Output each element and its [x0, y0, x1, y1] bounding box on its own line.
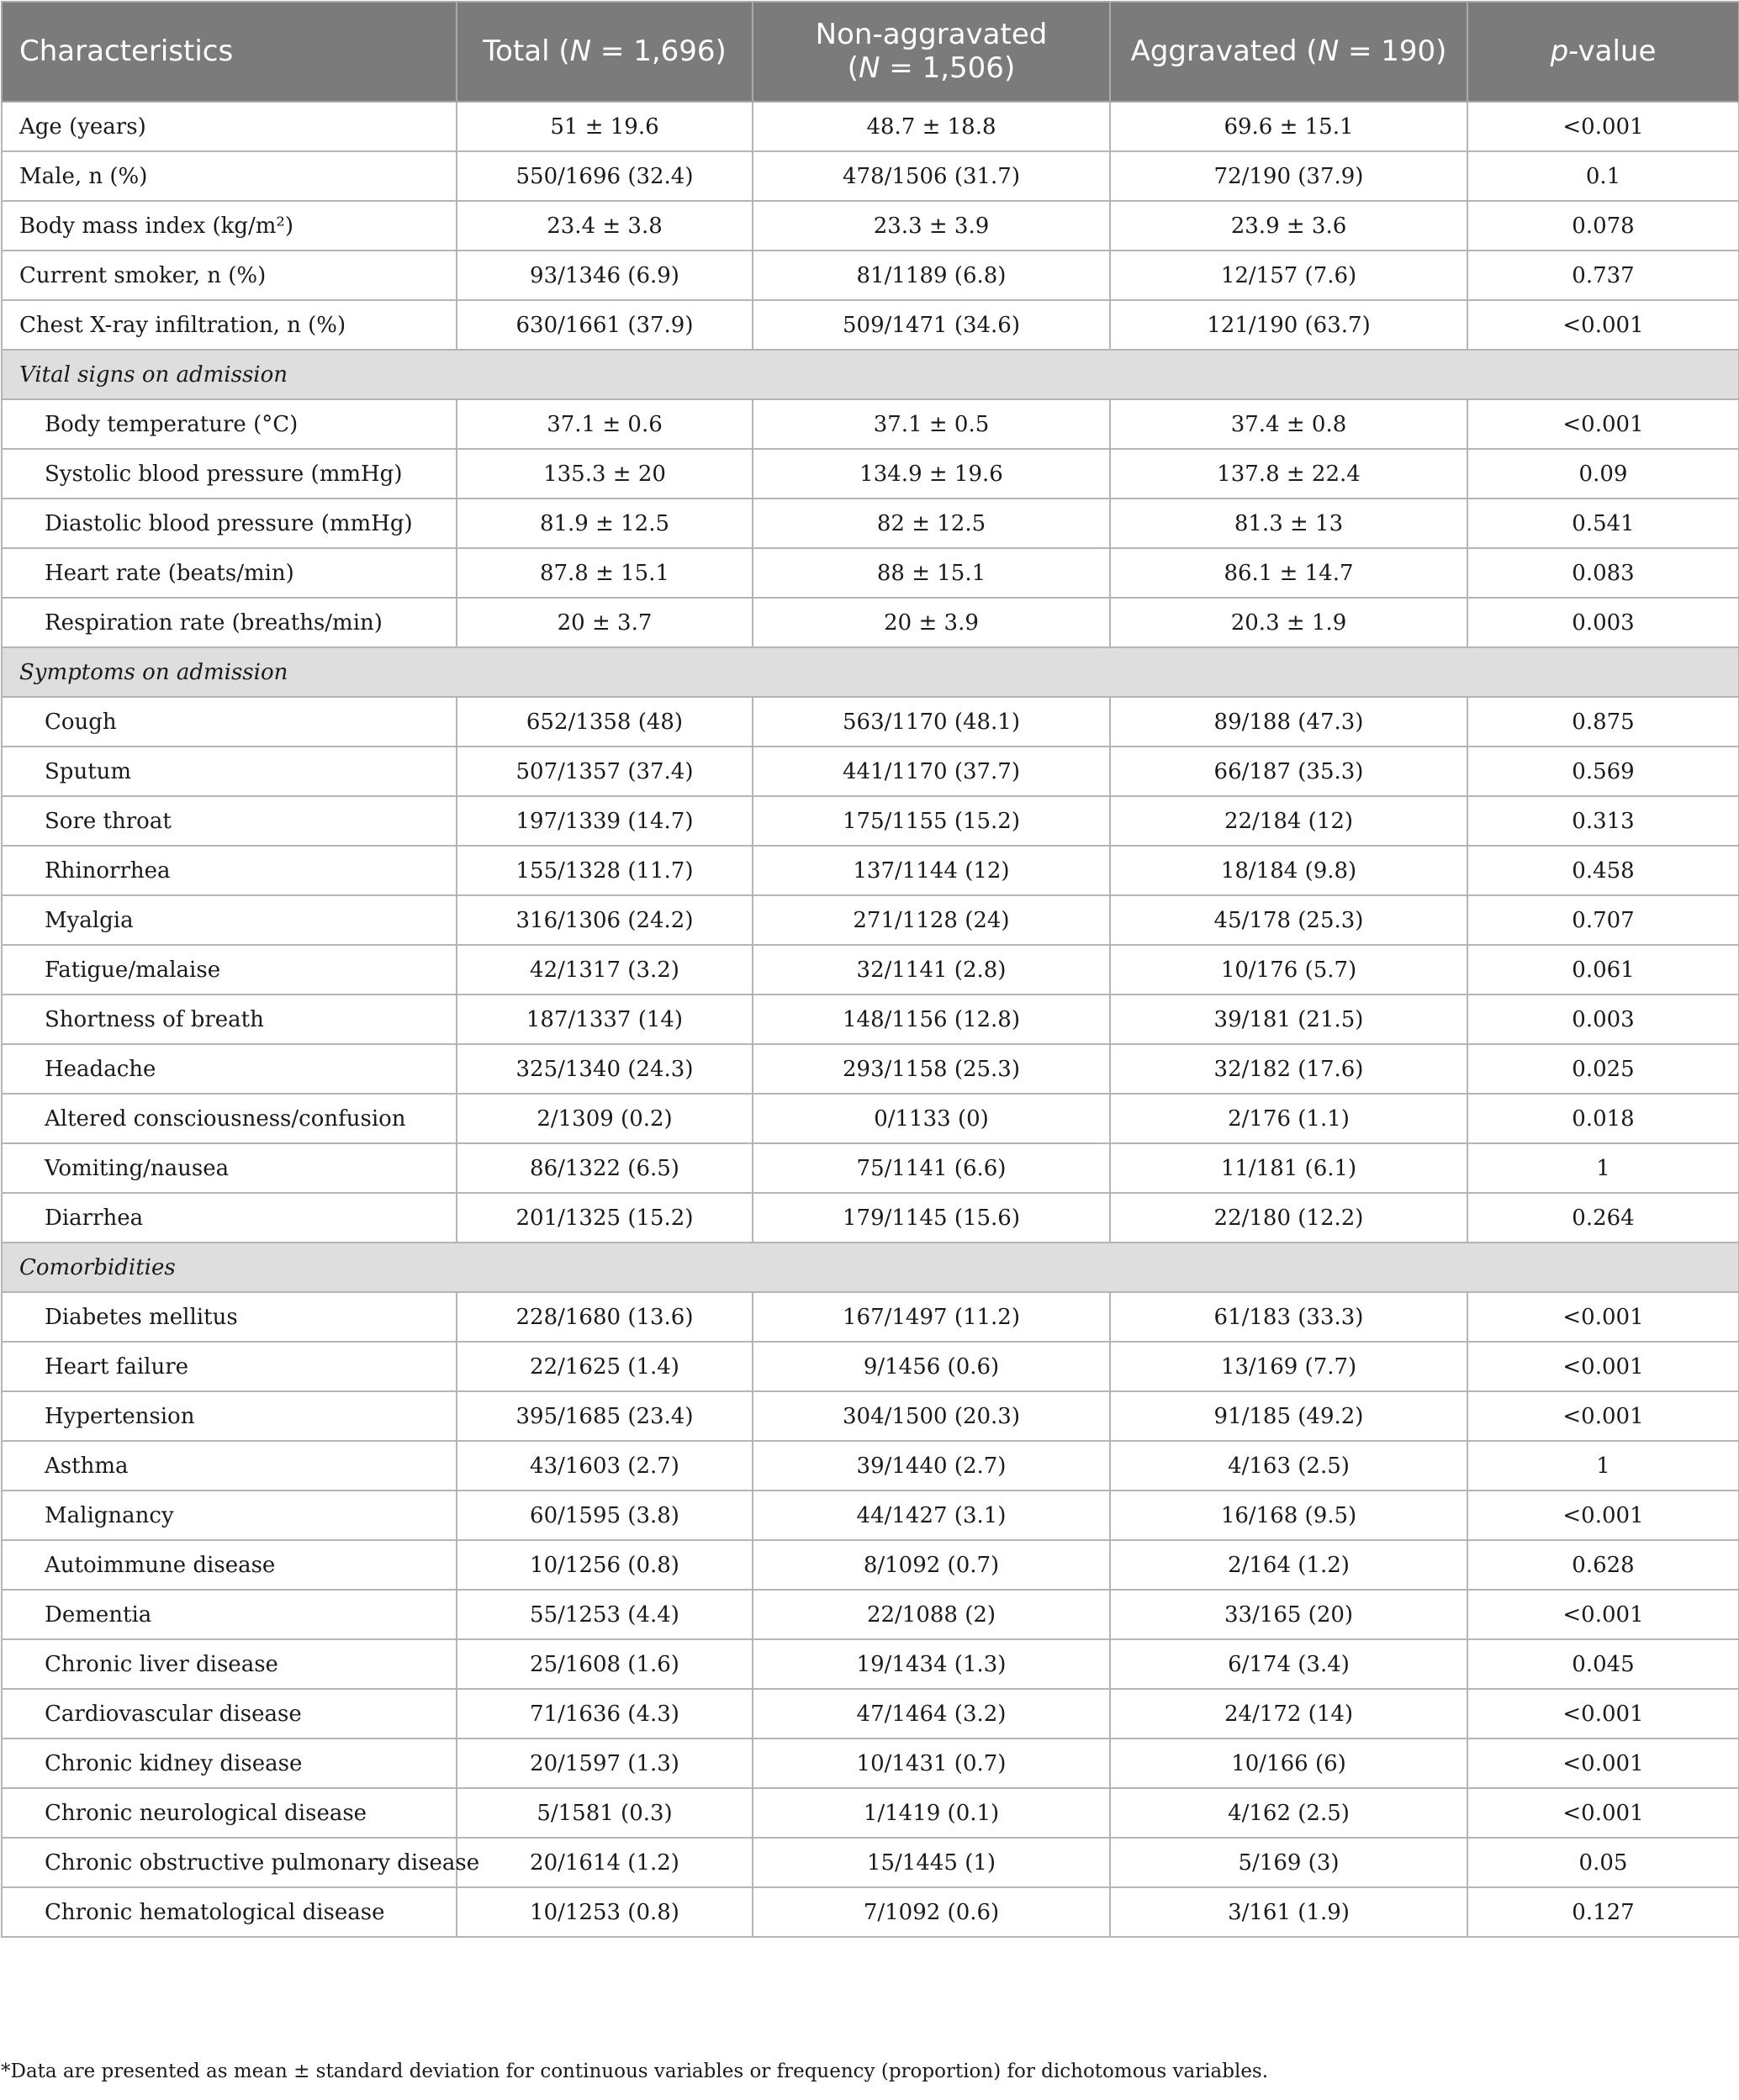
aggravated-cell: 33/165 (20)	[1110, 1590, 1467, 1639]
p-value-cell: <0.001	[1467, 1342, 1739, 1391]
p-value-cell: <0.001	[1467, 1788, 1739, 1838]
row-label: Respiration rate (breaths/min)	[2, 598, 457, 647]
table-row	[2, 1689, 1739, 1739]
header-total-n: N	[569, 34, 592, 68]
total-cell: 652/1358 (48)	[457, 697, 753, 747]
non-aggravated-cell: 563/1170 (48.1)	[753, 697, 1110, 747]
non-aggravated-cell: 88 ± 15.1	[753, 548, 1110, 598]
total-cell: 87.8 ± 15.1	[457, 548, 753, 598]
header-agg-n: N	[1317, 34, 1340, 68]
aggravated-cell: 81.3 ± 13	[1110, 499, 1467, 548]
table-header	[2, 2, 1739, 102]
table-row	[2, 1441, 1739, 1491]
total-cell: 43/1603 (2.7)	[457, 1441, 753, 1491]
row-label: Current smoker, n (%)	[2, 251, 457, 300]
section-title: Symptoms on admission	[2, 647, 1739, 697]
total-cell: 86/1322 (6.5)	[457, 1143, 753, 1193]
aggravated-cell: 91/185 (49.2)	[1110, 1391, 1467, 1441]
table-row	[2, 1094, 1739, 1143]
total-cell: 93/1346 (6.9)	[457, 251, 753, 300]
non-aggravated-cell: 175/1155 (15.2)	[753, 796, 1110, 846]
non-aggravated-cell: 1/1419 (0.1)	[753, 1788, 1110, 1838]
p-value-cell: 0.875	[1467, 697, 1739, 747]
header-p-italic: p	[1550, 34, 1569, 68]
table-row	[2, 1143, 1739, 1193]
table-row	[2, 201, 1739, 251]
aggravated-cell: 89/188 (47.3)	[1110, 697, 1467, 747]
non-aggravated-cell: 179/1145 (15.6)	[753, 1193, 1110, 1243]
total-cell: 81.9 ± 12.5	[457, 499, 753, 548]
aggravated-cell: 66/187 (35.3)	[1110, 747, 1467, 796]
row-label: Diabetes mellitus	[2, 1292, 457, 1342]
aggravated-cell: 10/166 (6)	[1110, 1739, 1467, 1788]
row-label: Sore throat	[2, 796, 457, 846]
non-aggravated-cell: 8/1092 (0.7)	[753, 1540, 1110, 1590]
header-nonagg-post: = 1,506)	[880, 50, 1016, 85]
row-label: Vomiting/nausea	[2, 1143, 457, 1193]
p-value-cell: 0.045	[1467, 1639, 1739, 1689]
table-row	[2, 1292, 1739, 1342]
table-row	[2, 1887, 1739, 1937]
total-cell: 42/1317 (3.2)	[457, 945, 753, 995]
row-label: Male, n (%)	[2, 151, 457, 201]
table-row	[2, 1590, 1739, 1639]
total-cell: 630/1661 (37.9)	[457, 300, 753, 350]
row-label: Shortness of breath	[2, 995, 457, 1044]
table-footnote: *Data are presented as mean ± standard deviation for continuous variables or frequency (proportion) for dichotomous variables.	[1, 2060, 1269, 2082]
table-row	[2, 995, 1739, 1044]
aggravated-cell: 22/184 (12)	[1110, 796, 1467, 846]
total-cell: 23.4 ± 3.8	[457, 201, 753, 251]
header-characteristics-text: Characteristics	[19, 34, 234, 68]
table-row	[2, 598, 1739, 647]
row-label: Rhinorrhea	[2, 846, 457, 895]
table-row	[2, 796, 1739, 846]
total-cell: 155/1328 (11.7)	[457, 846, 753, 895]
total-cell: 25/1608 (1.6)	[457, 1639, 753, 1689]
aggravated-cell: 2/176 (1.1)	[1110, 1094, 1467, 1143]
row-label: Cough	[2, 697, 457, 747]
total-cell: 5/1581 (0.3)	[457, 1788, 753, 1838]
total-cell: 20 ± 3.7	[457, 598, 753, 647]
table-row	[2, 1044, 1739, 1094]
table-row	[2, 1391, 1739, 1441]
total-cell: 71/1636 (4.3)	[457, 1689, 753, 1739]
non-aggravated-cell: 10/1431 (0.7)	[753, 1739, 1110, 1788]
p-value-cell: 1	[1467, 1441, 1739, 1491]
p-value-cell: 0.541	[1467, 499, 1739, 548]
non-aggravated-cell: 44/1427 (3.1)	[753, 1491, 1110, 1540]
header-aggravated	[1110, 2, 1467, 102]
non-aggravated-cell: 293/1158 (25.3)	[753, 1044, 1110, 1094]
header-agg-post: = 190)	[1339, 34, 1447, 68]
aggravated-cell: 4/162 (2.5)	[1110, 1788, 1467, 1838]
p-value-cell: 0.628	[1467, 1540, 1739, 1590]
row-label: Fatigue/malaise	[2, 945, 457, 995]
p-value-cell: 0.078	[1467, 201, 1739, 251]
aggravated-cell: 11/181 (6.1)	[1110, 1143, 1467, 1193]
table-row	[2, 449, 1739, 499]
row-label: Headache	[2, 1044, 457, 1094]
header-nonagg-n: N	[859, 50, 880, 85]
table-row	[2, 251, 1739, 300]
aggravated-cell: 20.3 ± 1.9	[1110, 598, 1467, 647]
header-row	[2, 2, 1739, 102]
non-aggravated-cell: 304/1500 (20.3)	[753, 1391, 1110, 1441]
non-aggravated-cell: 32/1141 (2.8)	[753, 945, 1110, 995]
p-value-cell: 0.018	[1467, 1094, 1739, 1143]
non-aggravated-cell: 271/1128 (24)	[753, 895, 1110, 945]
non-aggravated-cell: 22/1088 (2)	[753, 1590, 1110, 1639]
total-cell: 187/1337 (14)	[457, 995, 753, 1044]
row-label: Diarrhea	[2, 1193, 457, 1243]
section-title: Comorbidities	[2, 1243, 1739, 1292]
non-aggravated-cell: 39/1440 (2.7)	[753, 1441, 1110, 1491]
p-value-cell: 0.264	[1467, 1193, 1739, 1243]
table-row	[2, 499, 1739, 548]
header-nonagg-line1: Non-aggravated	[815, 18, 1048, 52]
table-row	[2, 895, 1739, 945]
table-row	[2, 151, 1739, 201]
aggravated-cell: 24/172 (14)	[1110, 1689, 1467, 1739]
row-label: Systolic blood pressure (mmHg)	[2, 449, 457, 499]
aggravated-cell: 72/190 (37.9)	[1110, 151, 1467, 201]
aggravated-cell: 86.1 ± 14.7	[1110, 548, 1467, 598]
row-label: Heart failure	[2, 1342, 457, 1391]
total-cell: 507/1357 (37.4)	[457, 747, 753, 796]
p-value-cell: 0.003	[1467, 995, 1739, 1044]
p-value-cell: <0.001	[1467, 300, 1739, 350]
total-cell: 395/1685 (23.4)	[457, 1391, 753, 1441]
non-aggravated-cell: 9/1456 (0.6)	[753, 1342, 1110, 1391]
p-value-cell: 0.707	[1467, 895, 1739, 945]
row-label: Asthma	[2, 1441, 457, 1491]
table-row	[2, 1491, 1739, 1540]
non-aggravated-cell: 15/1445 (1)	[753, 1838, 1110, 1887]
row-label: Cardiovascular disease	[2, 1689, 457, 1739]
header-total-post: = 1,696)	[591, 34, 727, 68]
total-cell: 228/1680 (13.6)	[457, 1292, 753, 1342]
aggravated-cell: 121/190 (63.7)	[1110, 300, 1467, 350]
p-value-cell: 0.1	[1467, 151, 1739, 201]
non-aggravated-cell: 82 ± 12.5	[753, 499, 1110, 548]
section-header-row	[2, 647, 1739, 697]
aggravated-cell: 2/164 (1.2)	[1110, 1540, 1467, 1590]
non-aggravated-cell: 167/1497 (11.2)	[753, 1292, 1110, 1342]
total-cell: 55/1253 (4.4)	[457, 1590, 753, 1639]
total-cell: 20/1614 (1.2)	[457, 1838, 753, 1887]
non-aggravated-cell: 441/1170 (37.7)	[753, 747, 1110, 796]
row-label: Chronic obstructive pulmonary disease	[2, 1838, 457, 1887]
table-row	[2, 1342, 1739, 1391]
row-label: Chronic liver disease	[2, 1639, 457, 1689]
non-aggravated-cell: 81/1189 (6.8)	[753, 251, 1110, 300]
non-aggravated-cell: 0/1133 (0)	[753, 1094, 1110, 1143]
table-row	[2, 945, 1739, 995]
non-aggravated-cell: 23.3 ± 3.9	[753, 201, 1110, 251]
aggravated-cell: 16/168 (9.5)	[1110, 1491, 1467, 1540]
aggravated-cell: 12/157 (7.6)	[1110, 251, 1467, 300]
table-row	[2, 697, 1739, 747]
table-row	[2, 102, 1739, 151]
aggravated-cell: 37.4 ± 0.8	[1110, 399, 1467, 449]
row-label: Malignancy	[2, 1491, 457, 1540]
p-value-cell: 0.09	[1467, 449, 1739, 499]
table-row	[2, 399, 1739, 449]
p-value-cell: <0.001	[1467, 1491, 1739, 1540]
table-row	[2, 1193, 1739, 1243]
row-label: Chest X-ray infiltration, n (%)	[2, 300, 457, 350]
row-label: Hypertension	[2, 1391, 457, 1441]
total-cell: 22/1625 (1.4)	[457, 1342, 753, 1391]
total-cell: 2/1309 (0.2)	[457, 1094, 753, 1143]
total-cell: 197/1339 (14.7)	[457, 796, 753, 846]
total-cell: 550/1696 (32.4)	[457, 151, 753, 201]
row-label: Altered consciousness/confusion	[2, 1094, 457, 1143]
header-non-aggravated	[753, 2, 1110, 102]
non-aggravated-cell: 134.9 ± 19.6	[753, 449, 1110, 499]
non-aggravated-cell: 48.7 ± 18.8	[753, 102, 1110, 151]
table-row	[2, 1540, 1739, 1590]
p-value-cell: 1	[1467, 1143, 1739, 1193]
total-cell: 10/1256 (0.8)	[457, 1540, 753, 1590]
p-value-cell: <0.001	[1467, 1590, 1739, 1639]
aggravated-cell: 137.8 ± 22.4	[1110, 449, 1467, 499]
p-value-cell: <0.001	[1467, 1391, 1739, 1441]
table-row	[2, 1788, 1739, 1838]
table-row	[2, 1838, 1739, 1887]
total-cell: 135.3 ± 20	[457, 449, 753, 499]
row-label: Body mass index (kg/m²)	[2, 201, 457, 251]
aggravated-cell: 23.9 ± 3.6	[1110, 201, 1467, 251]
non-aggravated-cell: 137/1144 (12)	[753, 846, 1110, 895]
non-aggravated-cell: 37.1 ± 0.5	[753, 399, 1110, 449]
total-cell: 20/1597 (1.3)	[457, 1739, 753, 1788]
row-label: Sputum	[2, 747, 457, 796]
p-value-cell: 0.061	[1467, 945, 1739, 995]
p-value-cell: 0.003	[1467, 598, 1739, 647]
header-total-pre: Total (	[483, 34, 570, 68]
non-aggravated-cell: 19/1434 (1.3)	[753, 1639, 1110, 1689]
p-value-cell: <0.001	[1467, 1689, 1739, 1739]
header-p-rest: -value	[1568, 34, 1657, 68]
row-label: Chronic kidney disease	[2, 1739, 457, 1788]
aggravated-cell: 61/183 (33.3)	[1110, 1292, 1467, 1342]
p-value-cell: 0.05	[1467, 1838, 1739, 1887]
non-aggravated-cell: 75/1141 (6.6)	[753, 1143, 1110, 1193]
table-row	[2, 846, 1739, 895]
aggravated-cell: 39/181 (21.5)	[1110, 995, 1467, 1044]
aggravated-cell: 3/161 (1.9)	[1110, 1887, 1467, 1937]
p-value-cell: 0.083	[1467, 548, 1739, 598]
table-row	[2, 1739, 1739, 1788]
header-characteristics	[2, 2, 457, 102]
table-row	[2, 747, 1739, 796]
non-aggravated-cell: 20 ± 3.9	[753, 598, 1110, 647]
total-cell: 10/1253 (0.8)	[457, 1887, 753, 1937]
aggravated-cell: 4/163 (2.5)	[1110, 1441, 1467, 1491]
p-value-cell: 0.025	[1467, 1044, 1739, 1094]
total-cell: 37.1 ± 0.6	[457, 399, 753, 449]
total-cell: 316/1306 (24.2)	[457, 895, 753, 945]
total-cell: 60/1595 (3.8)	[457, 1491, 753, 1540]
section-header-row	[2, 1243, 1739, 1292]
row-label: Chronic hematological disease	[2, 1887, 457, 1937]
row-label: Chronic neurological disease	[2, 1788, 457, 1838]
p-value-cell: 0.127	[1467, 1887, 1739, 1937]
p-value-cell: <0.001	[1467, 1739, 1739, 1788]
header-p-value	[1467, 2, 1739, 102]
p-value-cell: 0.458	[1467, 846, 1739, 895]
header-total	[457, 2, 753, 102]
row-label: Diastolic blood pressure (mmHg)	[2, 499, 457, 548]
aggravated-cell: 6/174 (3.4)	[1110, 1639, 1467, 1689]
p-value-cell: <0.001	[1467, 1292, 1739, 1342]
section-header-row	[2, 350, 1739, 399]
table-body	[2, 102, 1739, 1937]
p-value-cell: <0.001	[1467, 102, 1739, 151]
header-nonagg-pre: (	[847, 50, 859, 85]
aggravated-cell: 18/184 (9.8)	[1110, 846, 1467, 895]
row-label: Myalgia	[2, 895, 457, 945]
header-agg-pre: Aggravated (	[1130, 34, 1318, 68]
p-value-cell: 0.313	[1467, 796, 1739, 846]
table-row	[2, 548, 1739, 598]
aggravated-cell: 22/180 (12.2)	[1110, 1193, 1467, 1243]
non-aggravated-cell: 47/1464 (3.2)	[753, 1689, 1110, 1739]
row-label: Heart rate (beats/min)	[2, 548, 457, 598]
aggravated-cell: 69.6 ± 15.1	[1110, 102, 1467, 151]
row-label: Autoimmune disease	[2, 1540, 457, 1590]
characteristics-table	[1, 1, 1739, 1938]
section-title: Vital signs on admission	[2, 350, 1739, 399]
aggravated-cell: 32/182 (17.6)	[1110, 1044, 1467, 1094]
non-aggravated-cell: 148/1156 (12.8)	[753, 995, 1110, 1044]
aggravated-cell: 10/176 (5.7)	[1110, 945, 1467, 995]
p-value-cell: <0.001	[1467, 399, 1739, 449]
row-label: Age (years)	[2, 102, 457, 151]
row-label: Body temperature (°C)	[2, 399, 457, 449]
p-value-cell: 0.737	[1467, 251, 1739, 300]
total-cell: 325/1340 (24.3)	[457, 1044, 753, 1094]
aggravated-cell: 13/169 (7.7)	[1110, 1342, 1467, 1391]
non-aggravated-cell: 509/1471 (34.6)	[753, 300, 1110, 350]
aggravated-cell: 45/178 (25.3)	[1110, 895, 1467, 945]
aggravated-cell: 5/169 (3)	[1110, 1838, 1467, 1887]
total-cell: 51 ± 19.6	[457, 102, 753, 151]
non-aggravated-cell: 7/1092 (0.6)	[753, 1887, 1110, 1937]
total-cell: 201/1325 (15.2)	[457, 1193, 753, 1243]
table-row	[2, 300, 1739, 350]
table-row	[2, 1639, 1739, 1689]
p-value-cell: 0.569	[1467, 747, 1739, 796]
row-label: Dementia	[2, 1590, 457, 1639]
non-aggravated-cell: 478/1506 (31.7)	[753, 151, 1110, 201]
